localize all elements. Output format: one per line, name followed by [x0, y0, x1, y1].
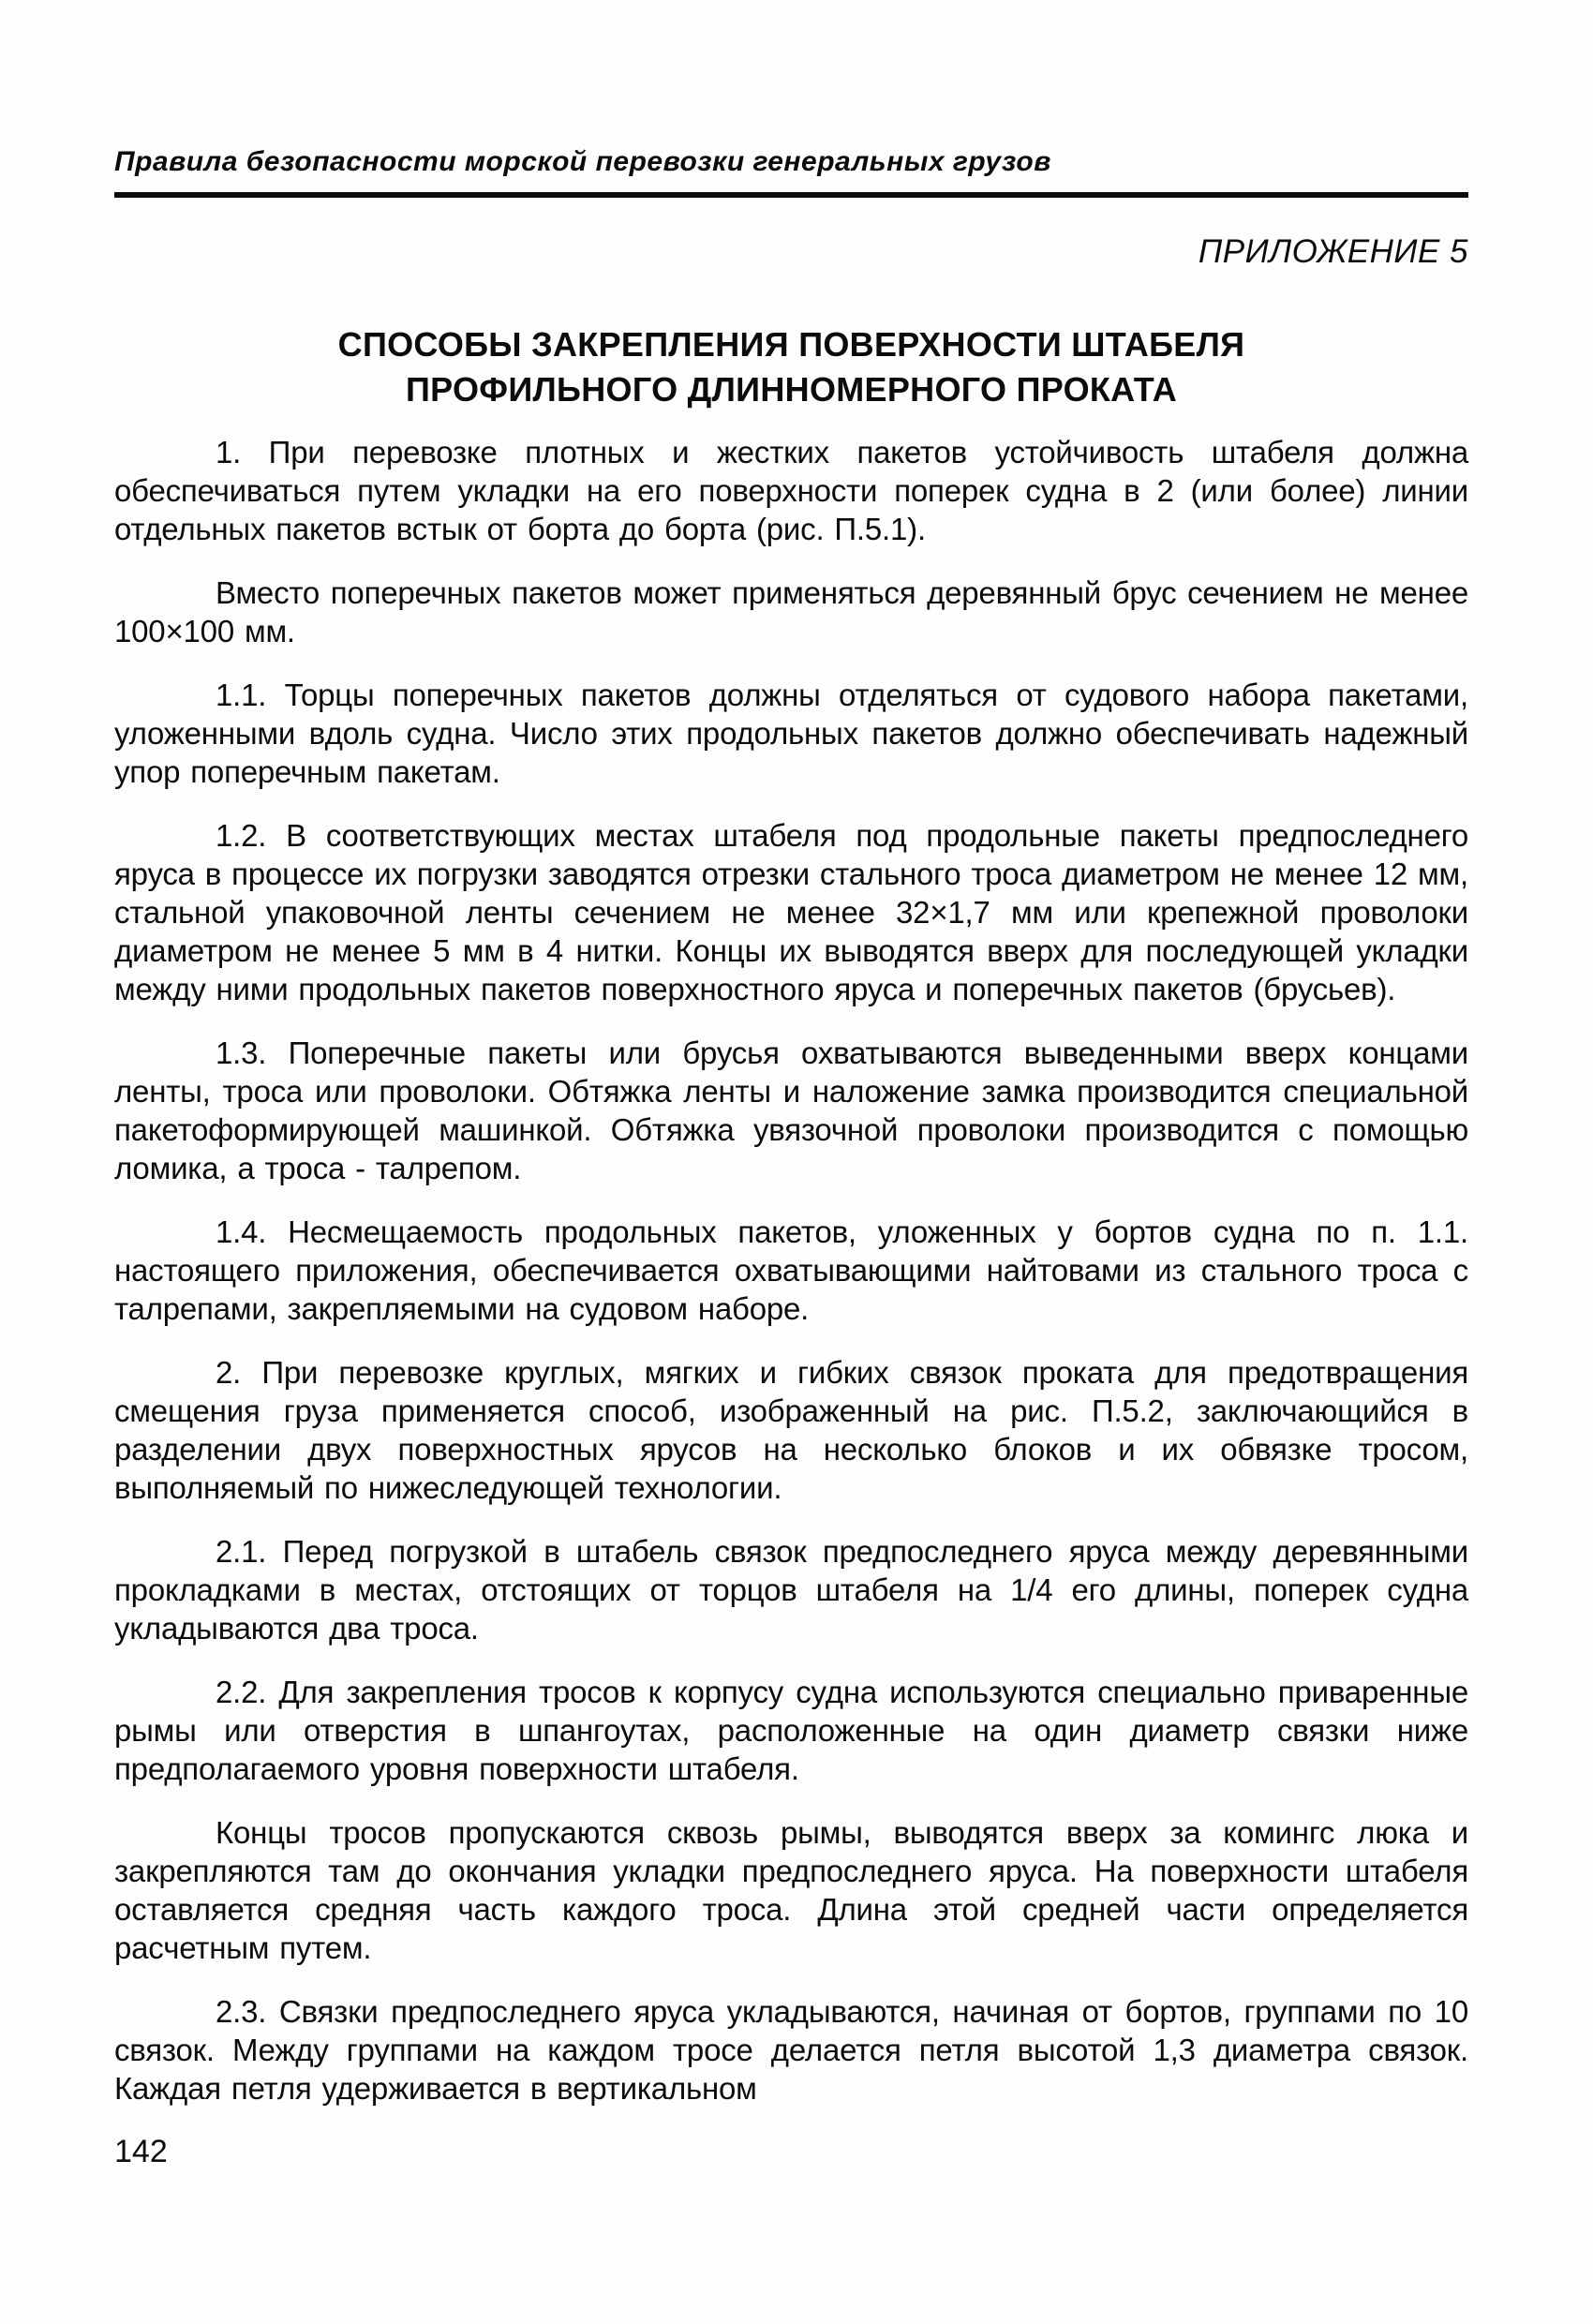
- appendix-label: ПРИЛОЖЕНИЕ 5: [1198, 233, 1468, 270]
- body-paragraph-11: 2.3. Связки предпоследнего яруса укладываются, начиная от бортов, группами по 10 связок. Между группами на каждом тросе делается петля высотой 1,3 диаметра связок. Каждая петля удерживается в вертикальном: [114, 1994, 1468, 2106]
- page-title: [114, 322, 1468, 412]
- body-paragraph-5: 1.3. Поперечные пакеты или брусья охватываются выведенными вверх концами ленты, троса или проволоки. Обтяжка ленты и наложение замка производится специальной пакетоформирующей машинкой. Обтяжка увязочной проволоки производится с помощью ломика, а троса - талрепом.: [114, 1035, 1468, 1185]
- body-paragraph-3: 1.1. Торцы поперечных пакетов должны отделяться от судового набора пакетами, уложенными вдоль судна. Число этих продольных пакетов должно обеспечивать надежный упор поперечным пакетам.: [114, 678, 1468, 789]
- body-paragraph-9: 2.2. Для закрепления тросов к корпусу судна используются специально приваренные рымы или отверстия в шпангоутах, расположенные на один диаметр связки ниже предполагаемого уровня поверхности штабеля.: [114, 1675, 1468, 1786]
- page-number: 142: [114, 2134, 168, 2169]
- body-paragraph-4: 1.2. В соответствующих местах штабеля под продольные пакеты предпоследнего яруса в процессе их погрузки заводятся отрезки стального троса диаметром не менее 12 мм, стальной упаковочной ленты сечением не менее 32×1,7 мм или крепежной проволоки диаметром не менее 5 мм в 4 нитки. Концы их выводятся вверх для последующей укладки между ними продольных пакетов поверхностного яруса и поперечных пакетов (брусьев).: [114, 818, 1468, 1006]
- page-title-line-2: ПРОФИЛЬНОГО ДЛИННОМЕРНОГО ПРОКАТА: [405, 370, 1178, 409]
- running-header: Правила безопасности морской перевозки генеральных грузов: [114, 145, 1468, 198]
- document-body: [114, 433, 1468, 2108]
- body-paragraph-10: Концы тросов пропускаются сквозь рымы, выводятся вверх за комингс люка и закрепляются там до окончания укладки предпоследнего яруса. На поверхности штабеля оставляется средняя часть каждого троса. Длина этой средней части определяется расчетным путем.: [114, 1815, 1468, 1965]
- body-paragraph-2: Вместо поперечных пакетов может применяться деревянный брус сечением не менее 100×100 мм.: [114, 575, 1468, 648]
- body-paragraph-8: 2.1. Перед погрузкой в штабель связок предпоследнего яруса между деревянными прокладками в местах, отстоящих от торцов штабеля на 1/4 его длины, поперек судна укладываются два троса.: [114, 1534, 1468, 1646]
- page-title-line-1: СПОСОБЫ ЗАКРЕПЛЕНИЯ ПОВЕРХНОСТИ ШТАБЕЛЯ: [337, 325, 1245, 364]
- body-paragraph-7: 2. При перевозке круглых, мягких и гибких связок проката для предотвращения смещения груза применяется способ, изображенный на рис. П.5.2, заключающийся в разделении двух поверхностных ярусов на несколько блоков и их обвязке тросом, выполняемый по нижеследующей технологии.: [114, 1355, 1468, 1505]
- body-paragraph-1: 1. При перевозке плотных и жестких пакетов устойчивость штабеля должна обеспечиваться путем укладки на его поверхности поперек судна в 2 (или более) линии отдельных пакетов встык от борта до борта (рис. П.5.1).: [114, 435, 1468, 546]
- body-paragraph-6: 1.4. Несмещаемость продольных пакетов, уложенных у бортов судна по п. 1.1. настоящего приложения, обеспечивается охватывающими найтовами из стального троса с талрепами, закрепляемыми на судовом наборе.: [114, 1214, 1468, 1326]
